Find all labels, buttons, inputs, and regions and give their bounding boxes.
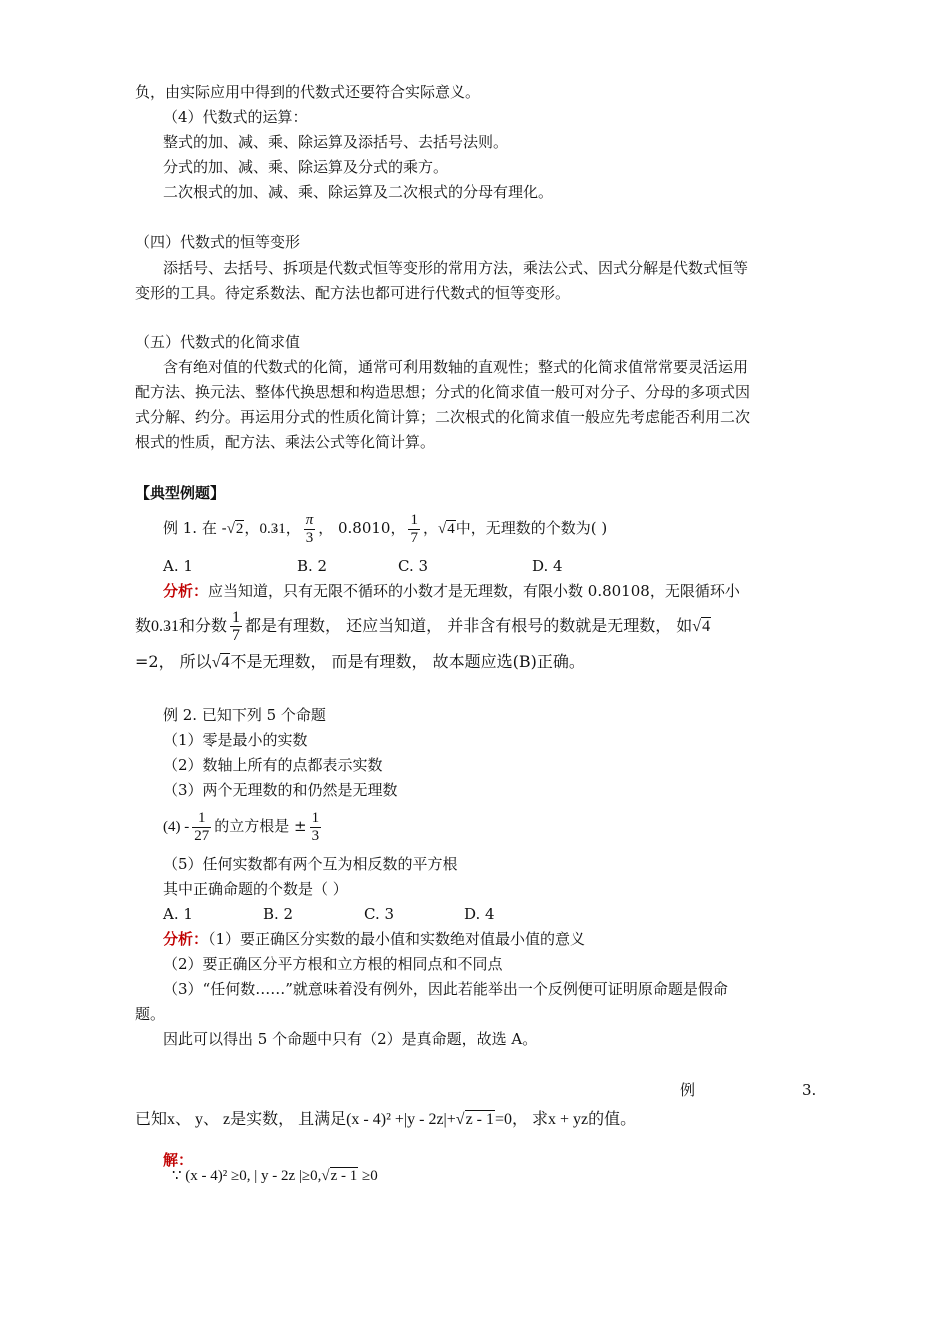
ex1-sep: ， — [285, 519, 301, 537]
proposition-item: （1）零是最小的实数 — [163, 731, 308, 749]
text-line: 式分解、约分。再运用分式的性质化简计算；二次根式的化简求值一般应先考虑能否利用二次 — [135, 408, 751, 426]
ex1-prefix: 例 1. 在 - — [163, 519, 227, 537]
analysis-label: 分析： — [163, 930, 209, 948]
sqrt-4: √4 — [211, 654, 230, 671]
fraction-1-over-27: $\frac{1}{27}$ — [194, 809, 210, 844]
analysis-line: （2）要正确区分平方根和立方根的相同点和不同点 — [163, 955, 503, 973]
analysis-line: 分析：（1）要正确区分实数的最小值和实数绝对值最小值的意义 — [163, 930, 586, 948]
analysis-line: 分析：应当知道，只有无限不循环的小数才是无理数，有限小数 0.80108，无限循环小 — [163, 582, 740, 600]
analysis-line: 数0.. 3. 1和分数 $\frac{1}{7}$ 都是有理数， 还应当知道， 并非含有根号的数就是无理数， 如√4 — [135, 607, 711, 646]
analysis-label: 分析： — [163, 582, 209, 600]
sqrt-z-minus-1: √z - 1 — [455, 1111, 494, 1128]
repeating-decimal: 0.. 3. 1 — [259, 521, 285, 537]
option-b: B. 2 — [297, 557, 328, 575]
option-d: D. 4 — [464, 905, 495, 923]
ex1-sep: ， — [244, 519, 260, 537]
text-line: 负，由实际应用中得到的代数式还要符合实际意义。 — [135, 83, 481, 101]
repeating-decimal: 0.. 3. 1 — [151, 618, 179, 635]
proposition-item: （5）任何实数都有两个互为相反数的平方根 — [163, 855, 458, 873]
analysis-line: 题。 — [135, 1005, 166, 1023]
text-line: 根式的性质，配方法、乘法公式等化简计算。 — [135, 433, 436, 451]
sqrt-2: √2 — [226, 521, 244, 537]
sqrt-4: √4 — [438, 521, 455, 537]
option-a: A. 1 — [163, 905, 193, 923]
proposition-item: （2）数轴上所有的点都表示实数 — [163, 756, 383, 774]
fraction-pi-over-3: $\frac{\pi}{3}$ — [305, 511, 314, 546]
ex1-suffix: 中，无理数的个数为( ) — [455, 519, 608, 537]
fraction-1-over-7: $\frac{1}{7}$ — [232, 609, 241, 644]
text-line: 添括号、去括号、拆项是代数式恒等变形的常用方法，乘法公式、因式分解是代数式恒等 — [163, 259, 749, 277]
example-3-label: 例 — [680, 1081, 696, 1099]
sqrt-4: √4 — [692, 618, 711, 635]
analysis-line: =2， 所以√4不是无理数， 而是有理数， 故本题应选(B)正确。 — [135, 652, 585, 671]
text-line: 含有绝对值的代数式的化简，通常可利用数轴的直观性；整式的化简求值常常要灵活运用 — [163, 358, 749, 376]
option-a: A. 1 — [163, 557, 193, 575]
option-d: D. 4 — [532, 557, 563, 575]
text-line: 整式的加、减、乘、除运算及添括号、去括号法则。 — [163, 133, 509, 151]
example-2-title: 例 2. 已知下列 5 个命题 — [163, 706, 326, 724]
proposition-item: （3）两个无理数的和仍然是无理数 — [163, 781, 398, 799]
section-title: （五）代数式的化简求值 — [135, 333, 301, 351]
example-1-statement — [163, 510, 607, 547]
sqrt-z-minus-1: √z - 1 — [321, 1168, 358, 1184]
ex1-sep: ， 0.8010， — [318, 519, 406, 537]
fraction-1-over-3: $\frac{1}{3}$ — [311, 809, 320, 844]
option-b: B. 2 — [263, 905, 294, 923]
text-line: 二次根式的加、减、乘、除运算及二次根式的分母有理化。 — [163, 183, 554, 201]
text-line: （4）代数式的运算： — [163, 108, 308, 126]
examples-heading: 【典型例题】 — [135, 484, 226, 502]
option-c: C. 3 — [398, 557, 429, 575]
ex1-sep: ， — [422, 519, 438, 537]
question-line: 其中正确命题的个数是（ ） — [163, 880, 348, 898]
section-title: （四）代数式的恒等变形 — [135, 233, 301, 251]
example-3-statement: 已知x、 y、 z是实数， 且满足(x - 4)² +|y - 2z|+√z - 1=0， 求x + yz的值。 — [135, 1111, 637, 1128]
example-3-number: 3. — [802, 1081, 817, 1099]
solution-label: 解： — [163, 1151, 194, 1169]
text-line: 变形的工具。待定系数法、配方法也都可进行代数式的恒等变形。 — [135, 284, 571, 302]
solution-line: ∵ (x - 4)² ≥0, | y - 2z |≥0,√z - 1 ≥0 — [172, 1168, 378, 1184]
text-line: 配方法、换元法、整体代换思想和构造思想；分式的化简求值一般可对分子、分母的多项式因 — [135, 383, 751, 401]
option-c: C. 3 — [364, 905, 395, 923]
proposition-item: (4) - $\frac{1}{27}$ 的立方根是 ± $\frac{1}{3}$ — [163, 809, 320, 844]
conclusion-line: 因此可以得出 5 个命题中只有（2）是真命题，故选 A。 — [163, 1030, 538, 1048]
text-line: 分式的加、减、乘、除运算及分式的乘方。 — [163, 158, 449, 176]
fraction-1-over-7: $\frac{1}{7}$ — [410, 511, 418, 546]
analysis-line: （3）“任何数……”就意味着没有例外，因此若能举出一个反例便可证明原命题是假命 — [163, 980, 728, 998]
